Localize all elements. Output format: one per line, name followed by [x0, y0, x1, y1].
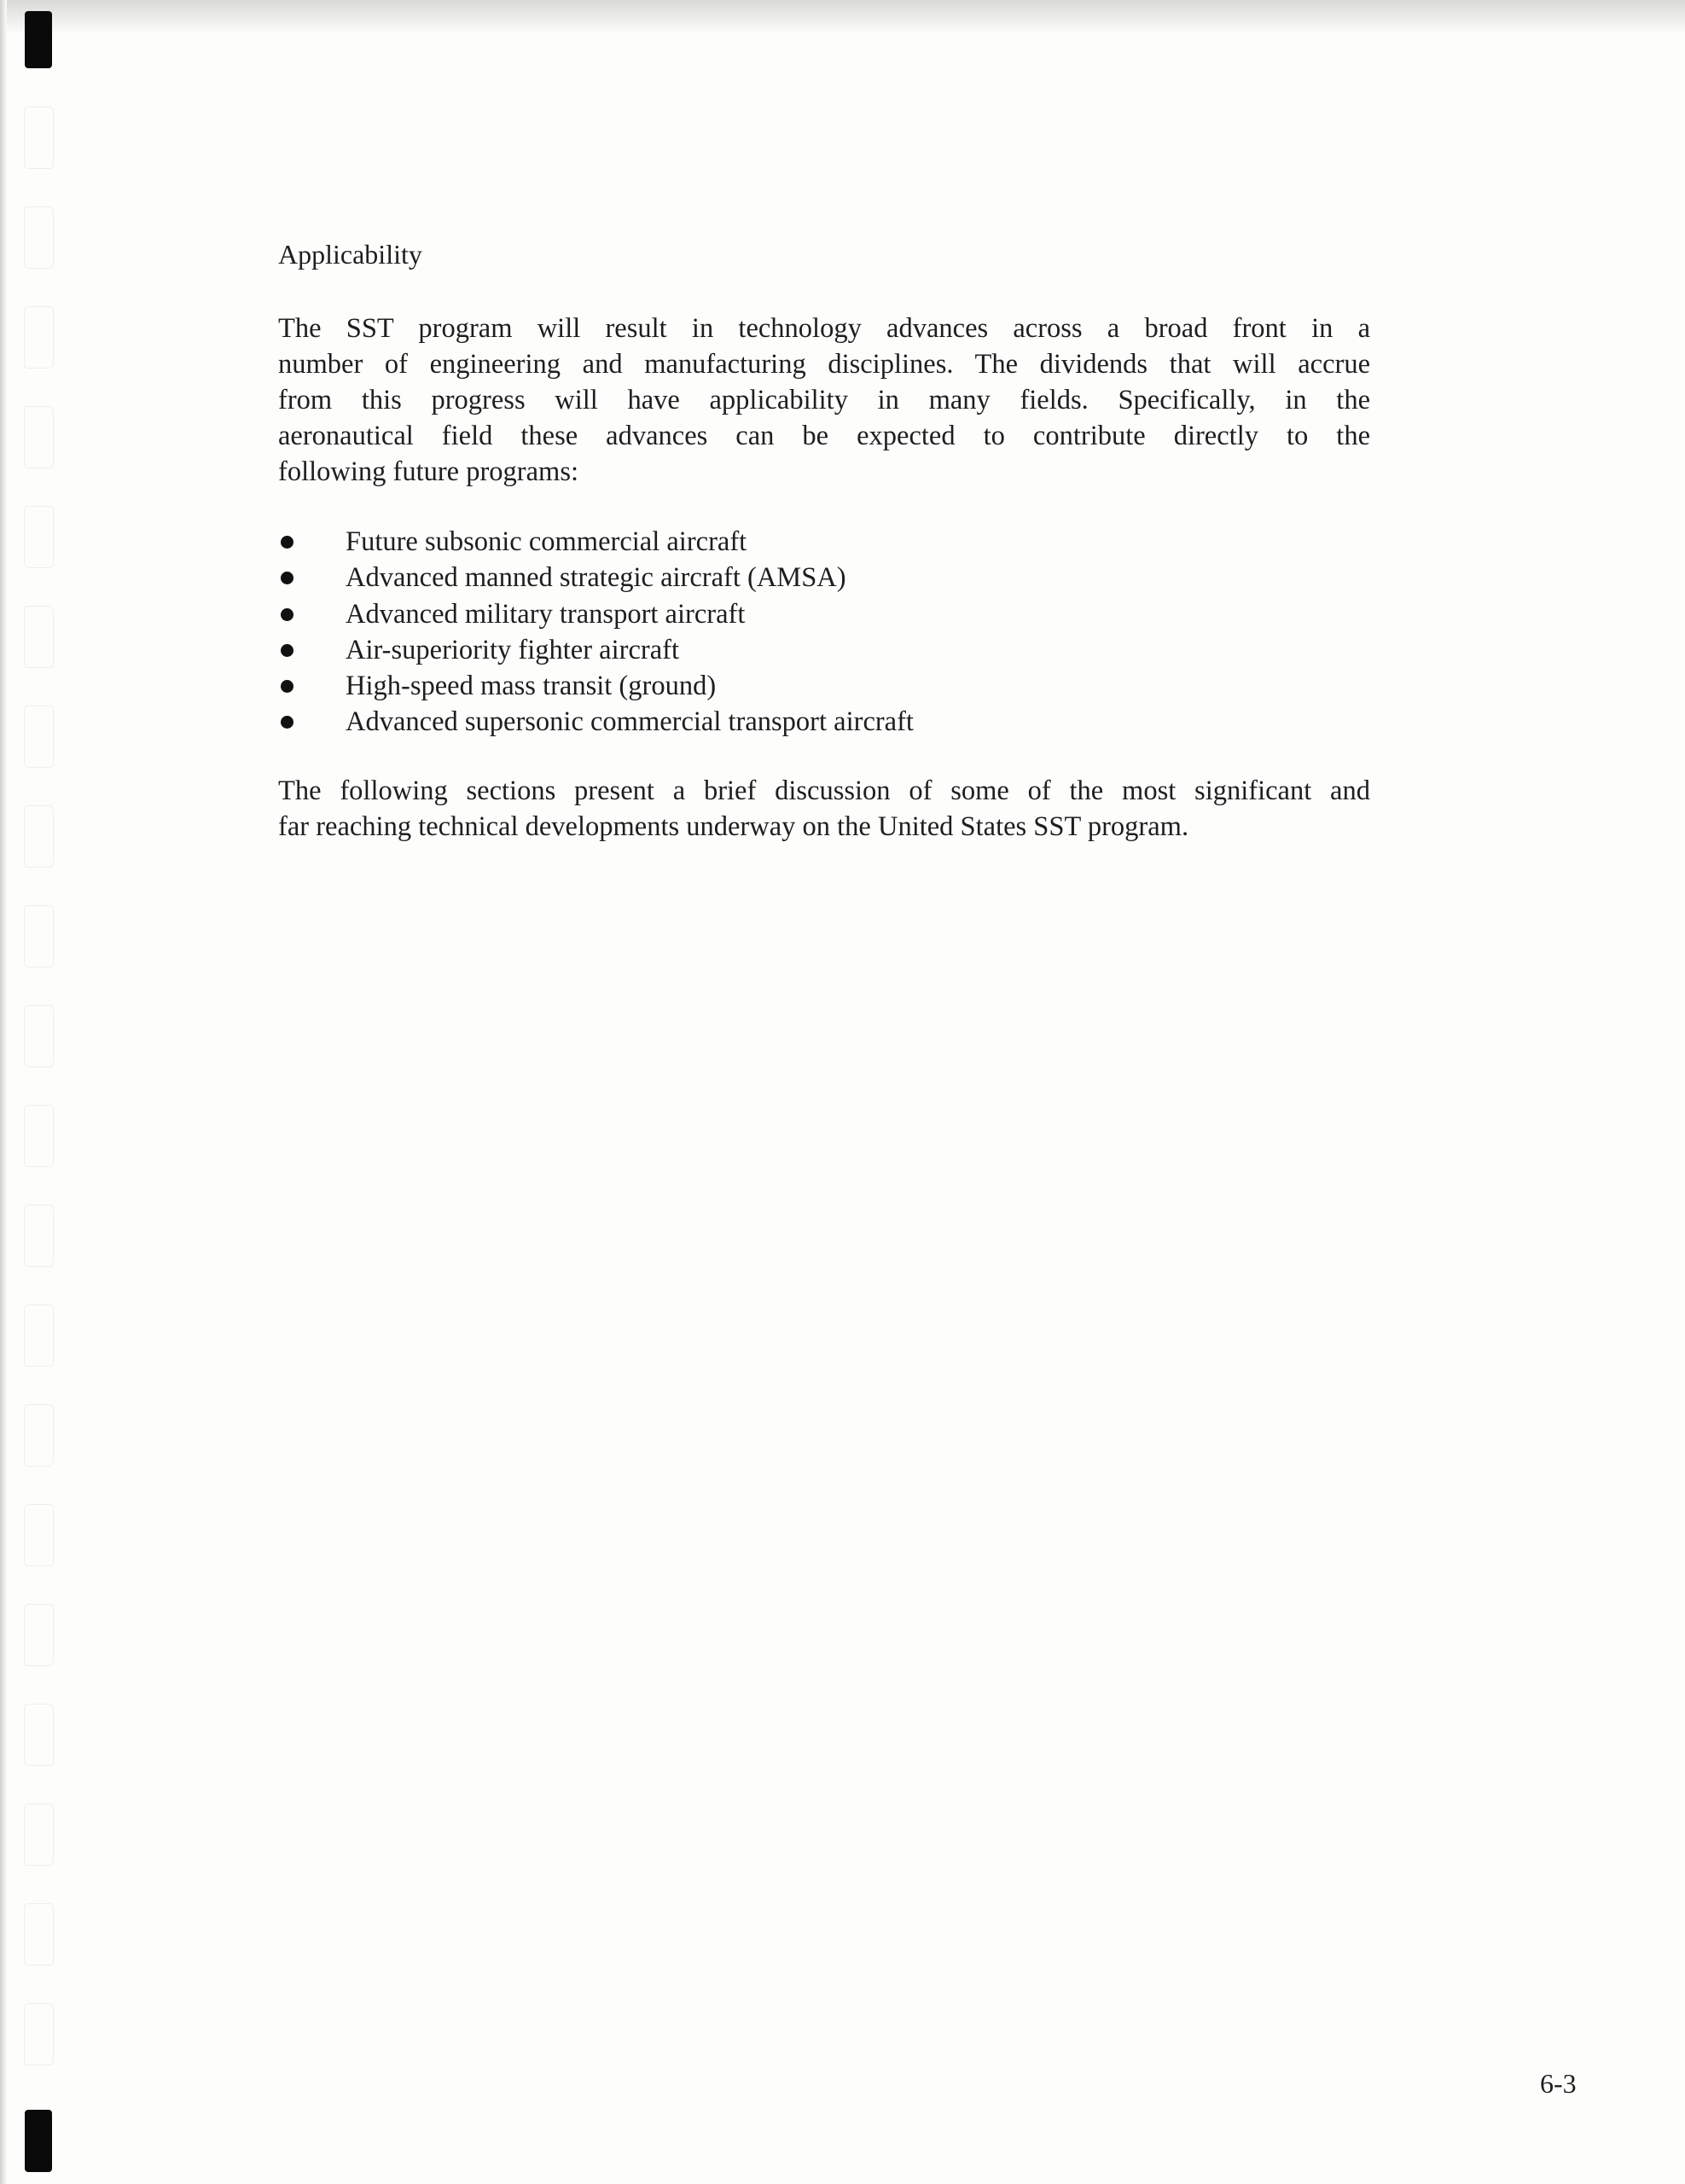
binder-hole: [24, 1105, 54, 1167]
binder-hole: [24, 1404, 54, 1467]
binder-hole: [24, 1005, 54, 1067]
binder-hole: [24, 706, 54, 768]
binder-hole: [24, 1504, 54, 1566]
list-item-text: Advanced military transport aircraft: [346, 598, 746, 630]
binder-hole: [24, 2003, 54, 2065]
binder-hole: [24, 606, 54, 668]
binder-hole: [24, 306, 54, 369]
paragraph-line: The SST program will result in technology advances across a broad front in a: [278, 313, 1370, 344]
list-item-text: Future subsonic commercial aircraft: [346, 526, 747, 557]
list-item: [278, 632, 914, 668]
closing-paragraph: [278, 773, 1370, 845]
bullet-icon: [281, 680, 293, 693]
page-number: 6-3: [1540, 2068, 1577, 2099]
list-item-text: High-speed mass transit (ground): [346, 671, 717, 702]
bullet-icon: [281, 536, 293, 549]
binder-hole: [24, 805, 54, 868]
binder-hole: [24, 1604, 54, 1666]
binder-hole: [24, 1903, 54, 1966]
list-item: [278, 668, 914, 704]
binder-hole: [24, 206, 54, 269]
binder-hole: [24, 905, 54, 967]
registration-mark-bottom: [25, 2110, 52, 2172]
paragraph-line: far reaching technical developments underway on the United States SST program.: [278, 811, 1189, 842]
registration-mark-top: [25, 11, 52, 68]
bullet-icon: [281, 572, 293, 584]
paragraph-line: number of engineering and manufacturing disciplines. The dividends that will accrue: [278, 349, 1370, 380]
list-item-text: Air-superiority fighter aircraft: [346, 634, 679, 665]
binder-hole: [24, 406, 54, 468]
list-item-text: Advanced supersonic commercial transport aircraft: [346, 706, 914, 738]
section-heading: Applicability: [278, 239, 422, 270]
list-item: [278, 524, 914, 560]
bullet-icon: [281, 716, 293, 729]
list-item: [278, 596, 914, 632]
paragraph-line: following future programs:: [278, 456, 579, 487]
binder-hole: [24, 1804, 54, 1866]
binder-hole: [24, 506, 54, 568]
list-item-text: Advanced manned strategic aircraft (AMSA): [346, 562, 846, 594]
binder-hole: [24, 1205, 54, 1267]
binder-hole: [24, 1304, 54, 1367]
paragraph-line: aeronautical field these advances can be expected to contribute directly to the: [278, 421, 1370, 451]
list-item: [278, 560, 914, 595]
binder-hole: [24, 107, 54, 169]
program-list: [278, 524, 914, 741]
scan-top-shadow: [0, 0, 1685, 34]
bullet-icon: [281, 644, 293, 657]
binder-hole: [24, 1704, 54, 1766]
bullet-icon: [281, 608, 293, 621]
scan-left-shadow: [0, 0, 7, 2184]
paragraph-line: from this progress will have applicability in many fields. Specifically, in the: [278, 385, 1370, 415]
paragraph-line: The following sections present a brief discussion of some of the most significant and: [278, 775, 1370, 806]
intro-paragraph: [278, 311, 1370, 490]
list-item: [278, 704, 914, 740]
